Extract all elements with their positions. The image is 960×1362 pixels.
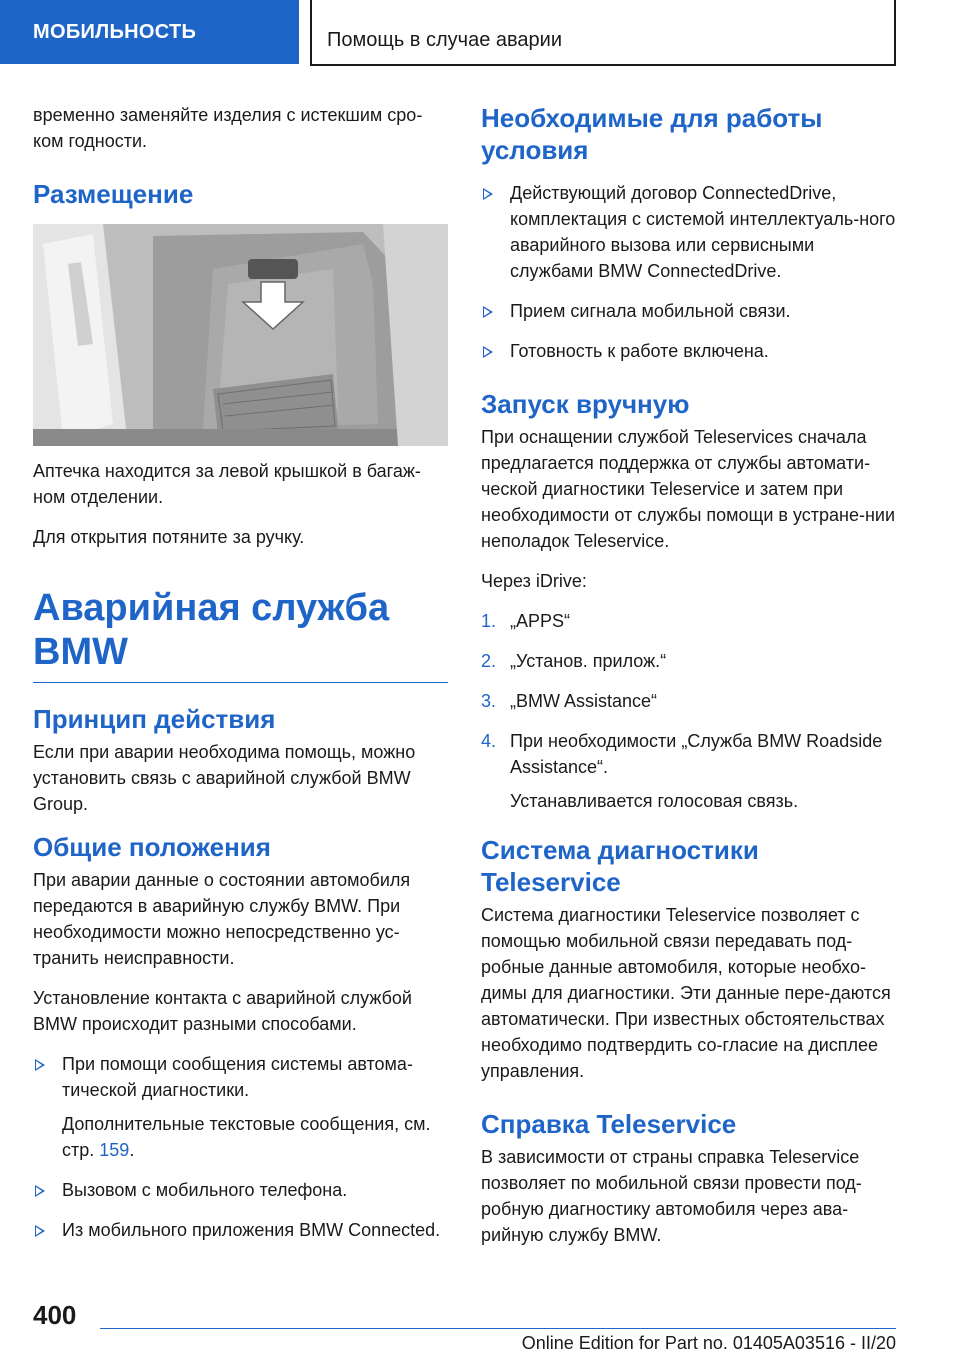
diagnostics-text: Система диагностики Teleservice позволяет с помощью мобильной связи передавать под-робные данные автомобиля, которые необхо-димы для диагностики. Эти данные пере-даются автоматически. При известных обстоятельствах необходимо подтвердить со-гласие на дисплее управления. <box>481 905 891 1081</box>
page-number: 400 <box>33 1300 77 1330</box>
idrive-steps-list <box>481 608 896 814</box>
conditions-heading: Необходимые для работы условия <box>481 103 823 165</box>
triangle-bullet-icon <box>483 306 493 318</box>
list-item <box>481 298 896 324</box>
step-note: Устанавливается голосовая связь. <box>510 791 799 811</box>
help-heading: Справка Teleservice <box>481 1109 737 1139</box>
step-item <box>481 728 896 814</box>
photo-caption: Аптечка находится за левой крышкой в багаж-ном отделении. <box>33 461 421 507</box>
step-text: При необходимости „Служба BMW Roadside Assistance“. <box>510 731 883 777</box>
open-instruction: Для открытия потяните за ручку. <box>33 527 305 547</box>
diagnostics-heading: Система диагностики Teleservice <box>481 835 759 897</box>
manual-start-heading: Запуск вручную <box>481 389 690 419</box>
contact-methods-list <box>33 1051 448 1243</box>
trunk-compartment-illustration <box>33 224 448 446</box>
section-label: МОБИЛЬНОСТЬ <box>33 20 197 43</box>
step-number: 2. <box>481 651 497 671</box>
general-text: При аварии данные о состоянии автомобиля передаются в аварийную службу BMW. При необходимости можно непосредственно ус-транить неисправности. <box>33 870 411 968</box>
list-item-text: Действующий договор ConnectedDrive, комплектация с системой интеллектуаль-ного аварийного вызова или сервисными службами BMW ConnectedDrive. <box>510 183 896 281</box>
placement-heading: Размещение <box>33 179 194 209</box>
page-link[interactable]: 159 <box>99 1140 130 1160</box>
triangle-bullet-icon <box>483 188 493 200</box>
conditions-list <box>481 180 896 364</box>
step-number: 4. <box>481 731 497 751</box>
help-text: В зависимости от страны справка Teleservice позволяет по мобильной связи провести под-робную диагностику автомобиля через ава-рийную службу BMW. <box>481 1147 862 1245</box>
header-right-border <box>894 0 896 66</box>
via-idrive-text: Через iDrive: <box>481 571 587 591</box>
step-number: 1. <box>481 611 497 631</box>
list-item <box>481 180 896 284</box>
triangle-bullet-icon <box>35 1225 45 1237</box>
chapter-title: Помощь в случае аварии <box>327 29 562 51</box>
triangle-bullet-icon <box>35 1059 45 1071</box>
manual-start-text: При оснащении службой Teleservices сначала предлагается поддержка от службы автомати-ческой диагностики Teleservice и затем при необходимости от службы помощи в устране-нии неполадок Teleservice. <box>481 427 896 551</box>
list-item-text: Из мобильного приложения BMW Connected. <box>62 1220 441 1240</box>
general-heading: Общие положения <box>33 832 271 862</box>
principle-text: Если при аварии необходима помощь, можно установить связь с аварийной службой BMW Group. <box>33 742 416 814</box>
list-item-text: Вызовом с мобильного телефона. <box>62 1180 348 1200</box>
step-number: 3. <box>481 691 497 711</box>
list-item-text: При помощи сообщения системы автома-тической диагностики. <box>62 1054 413 1100</box>
step-text: „APPS“ <box>510 611 571 631</box>
edition-text: Online Edition for Part no. 01405A03516 - II/20 <box>521 1333 896 1353</box>
main-heading: Аварийная служба BMW <box>33 586 448 683</box>
header-divider <box>310 0 312 66</box>
list-item-note <box>62 1111 448 1163</box>
note-suffix: . <box>129 1140 135 1160</box>
note-text: Дополнительные текстовые сообщения, см. стр. <box>62 1114 431 1160</box>
triangle-bullet-icon <box>35 1185 45 1197</box>
list-item <box>33 1051 448 1163</box>
list-item <box>33 1217 448 1243</box>
step-text: „BMW Assistance“ <box>510 691 658 711</box>
right-column <box>481 102 896 1262</box>
contact-text: Установление контакта с аварийной службой BMW происходит разными способами. <box>33 988 412 1034</box>
principle-heading: Принцип действия <box>33 704 276 734</box>
triangle-bullet-icon <box>483 346 493 358</box>
section-tab <box>0 0 299 64</box>
list-item-text: Готовность к работе включена. <box>510 341 769 361</box>
footer-rule <box>100 1328 896 1329</box>
step-item <box>481 688 896 714</box>
left-column <box>33 102 448 1257</box>
step-item <box>481 648 896 674</box>
step-text: „Установ. прилож.“ <box>510 651 667 671</box>
list-item <box>33 1177 448 1203</box>
list-item <box>481 338 896 364</box>
header-rule <box>310 64 896 66</box>
first-aid-kit-photo <box>33 224 448 446</box>
intro-text: временно заменяйте изделия с истекшим сро-ком годности. <box>33 105 423 151</box>
list-item-text: Прием сигнала мобильной связи. <box>510 301 791 321</box>
step-item <box>481 608 896 634</box>
